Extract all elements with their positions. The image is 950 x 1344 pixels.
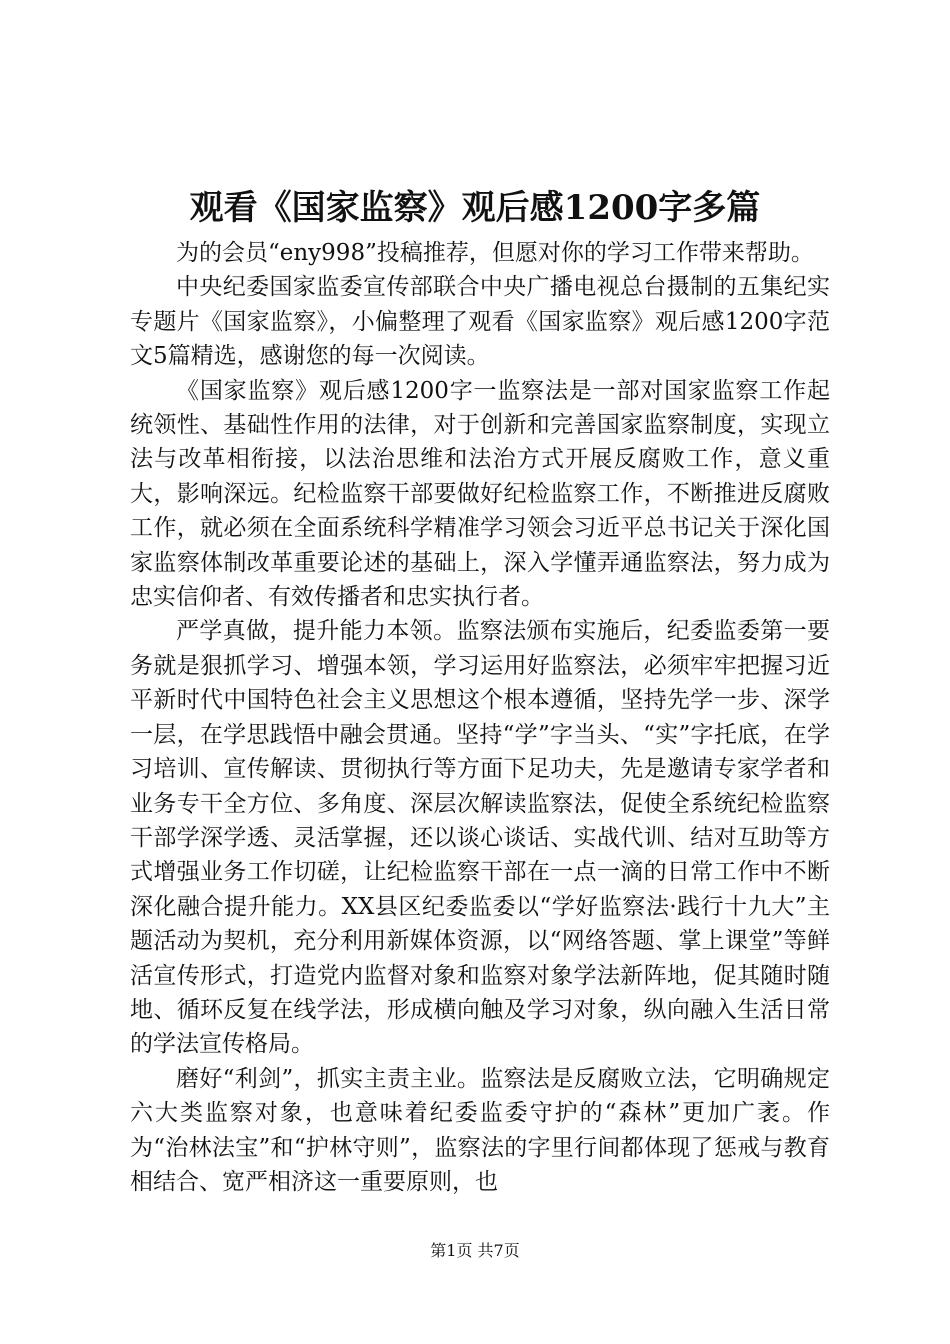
paragraph-intro: 为的会员“eny998”投稿推荐，但愿对你的学习工作带来帮助。 — [176, 240, 814, 266]
document-title: 观看《国家监察》观后感1200字多篇 — [189, 188, 761, 228]
document-body — [130, 236, 830, 1199]
paragraph-summary: 中央纪委国家监委宣传部联合中央广播电视总台摄制的五集纪实专题片《国家监察》，小偏整理了观看《国家监察》观后感1200字范文5篇精选，感谢您的每一次阅读。 — [130, 274, 830, 370]
paragraph-study: 严学真做，提升能力本领。监察法颁布实施后，纪委监委第一要务就是狠抓学习、增强本领，学习运用好监察法，必须牢牢把握习近平新时代中国特色社会主义思想这个根本遵循，坚持先学一步、深学一层，在学思践悟中融会贯通。坚持“学”字当头、“实”字托底，在学习培训、宣传解读、贯彻执行等方面下足功夫，先是邀请专家学者和业务专干全方位、多角度、深层次解读监察法，促使全系统纪检监察干部学深学透、灵活掌握，还以谈心谈话、实战代训、结对互助等方式增强业务工作切磋，让纪检监察干部在一点一滴的日常工作中不断深化融合提升能力。XX县区纪委监委以“学好监察法·践行十九大”主题活动为契机，充分利用新媒体资源，以“网络答题、掌上课堂”等鲜活宣传形式，打造党内监督对象和监察对象学法新阵地，促其随时随地、循环反复在线学法，形成横向触及学习对象，纵向融入生活日常的学法宣传格局。 — [130, 618, 830, 1058]
paragraph-duty: 磨好“利剑”，抓实主责主业。监察法是反腐败立法，它明确规定六大类监察对象，也意味着纪委监委守护的“森林”更加广袤。作为“治林法宝”和“护林守则”，监察法的字里行间都体现了惩戒与教育相结合、宽严相济这一重要原则，也 — [130, 1065, 830, 1195]
paragraph-essay-one: 《国家监察》观后感1200字一监察法是一部对国家监察工作起统领性、基础性作用的法律，对于创新和完善国家监察制度，实现立法与改革相衔接，以法治思维和法治方式开展反腐败工作，意义重大，影响深远。纪检监察干部要做好纪检监察工作，不断推进反腐败工作，就必须在全面系统科学精准学习领会习近平总书记关于深化国家监察体制改革重要论述的基础上，深入学懂弄通监察法，努力成为忠实信仰者、有效传播者和忠实执行者。 — [130, 377, 830, 611]
page-number-footer: 第1页 共7页 — [430, 1241, 520, 1260]
